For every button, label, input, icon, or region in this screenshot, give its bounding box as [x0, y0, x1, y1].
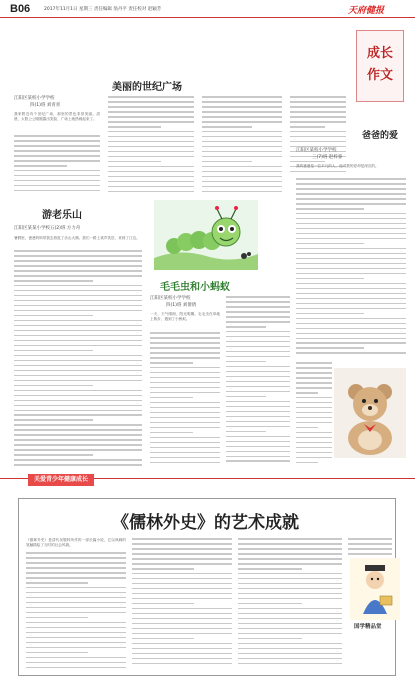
fun-title: 游老乐山 — [42, 210, 82, 221]
header-meta: 2017年11月1日 星期三 责任编辑 翁丹平 责任校对 赵颖芳 — [44, 7, 162, 12]
page-header — [0, 0, 415, 18]
caterpillar-byline-2: 四(1)班 刘倩倩 — [166, 303, 197, 308]
teddy-bear-icon — [334, 368, 406, 458]
section-ribbon: 关爱青少年健康成长 — [28, 474, 94, 486]
father-text: 我的爸爸是一位平凡的人，他对我的爱却是深沉的。 — [296, 164, 379, 168]
classic-body-col-1 — [26, 552, 126, 670]
father-body-tail — [296, 362, 332, 468]
caterpillar-byline-1: 江阳区某校小学学校 — [150, 296, 191, 301]
caterpillar-text: 一天，天气晴朗，阳光明媚。毛毛虫在草地上散步，遇到了小蚂蚁。 — [150, 312, 220, 322]
badge-line-1: 成长 — [366, 46, 393, 61]
world-body-col-2 — [108, 96, 194, 196]
brand-logo: 天府健报 — [348, 6, 385, 16]
classic-body-col-2 — [132, 538, 232, 670]
father-title: 爸爸的爱 — [362, 131, 399, 141]
caterpillar-body-col-2 — [226, 296, 290, 468]
badge-line-2: 作文 — [366, 68, 393, 83]
world-body-col-3 — [202, 96, 282, 196]
world-byline-1: 江阳区某校小学学校 — [14, 96, 55, 101]
father-body — [296, 178, 406, 358]
fun-byline: 江阳区某某小学校五(2)班 方力舟 — [14, 226, 81, 231]
world-text: 我家附近有个世纪广场，那里的景色非常美丽。清晨，太阳公公刚刚露出笑脸，广场上就热闹起来了。 — [14, 112, 100, 122]
fun-text: 暑假里，爸爸妈妈带我去游览了乐山大佛。我们一路上欢声笑语，来到了江边。 — [14, 236, 140, 240]
world-title: 美丽的世纪广场 — [112, 82, 182, 93]
teddy-bear-illustration — [334, 368, 406, 458]
classic-body-col-3 — [238, 538, 342, 670]
fun-body — [14, 250, 142, 468]
caterpillar-title: 毛毛虫和小蚂蚁 — [160, 282, 230, 293]
father-byline-1: 江阳区某校小学学校 — [296, 148, 337, 153]
scholar-illustration — [350, 558, 400, 620]
scholar-icon — [350, 558, 400, 620]
caterpillar-illustration — [154, 200, 258, 270]
classic-text: 《儒林外史》是清代吴敬梓所作的一部长篇小说，它以讽刺的笔触描绘了当时的社会风貌。 — [26, 538, 126, 548]
classic-title: 《儒林外史》的艺术成就 — [112, 513, 299, 533]
classic-tag: 国学精品堂 — [354, 624, 382, 630]
caterpillar-icon — [154, 200, 258, 270]
classic-body-col-4 — [348, 538, 392, 556]
section-badge — [356, 30, 404, 102]
world-byline-2: 四(1)班 刘青青 — [30, 103, 61, 108]
world-body-col-1 — [14, 135, 100, 195]
father-byline-2: 三(7)班 赵梓睿 — [312, 155, 343, 160]
page-number: B06 — [10, 3, 31, 15]
caterpillar-body-col-1 — [150, 332, 220, 468]
